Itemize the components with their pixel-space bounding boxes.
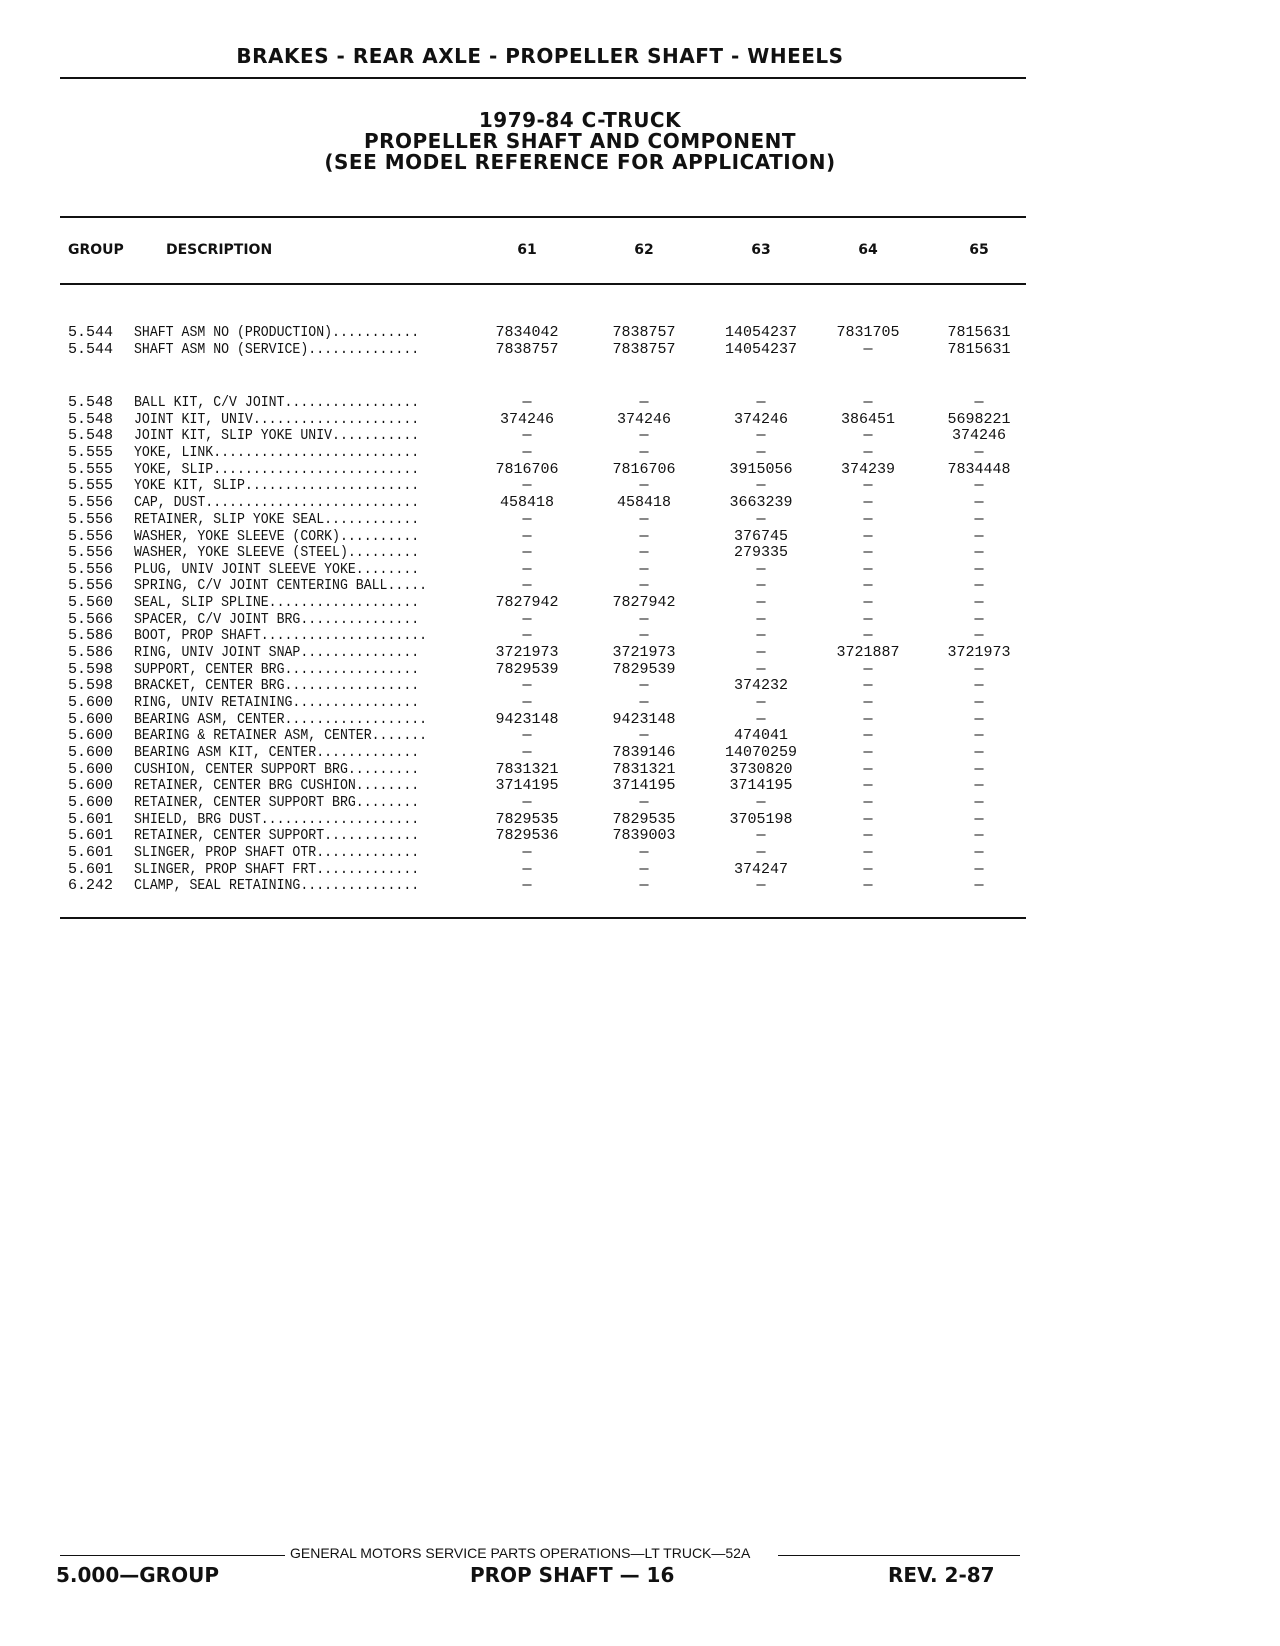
part-number-61: 3721973 xyxy=(495,644,559,661)
group-code: 5.600 xyxy=(68,744,114,761)
group-code: 5.544 xyxy=(68,324,114,341)
table-row xyxy=(0,711,1280,728)
part-number-64: — xyxy=(863,544,873,561)
part-number-62: 7831321 xyxy=(612,761,676,778)
table-row xyxy=(0,727,1280,744)
part-number-65: — xyxy=(974,794,984,811)
group-code: 5.600 xyxy=(68,777,114,794)
part-description: PLUG, UNIV JOINT SLEEVE YOKE........ xyxy=(134,561,420,578)
part-number-65: — xyxy=(974,577,984,594)
part-number-63: 279335 xyxy=(733,544,788,561)
part-number-63: — xyxy=(756,827,766,844)
part-number-64: — xyxy=(863,477,873,494)
group-code: 5.600 xyxy=(68,711,114,728)
part-description: SEAL, SLIP SPLINE................... xyxy=(134,594,420,611)
part-description: RING, UNIV RETAINING................ xyxy=(134,694,420,711)
part-number-64: — xyxy=(863,794,873,811)
part-description: BEARING ASM KIT, CENTER............. xyxy=(134,744,420,761)
part-number-64: — xyxy=(863,341,873,358)
part-description: SLINGER, PROP SHAFT FRT............. xyxy=(134,861,420,878)
part-number-64: — xyxy=(863,711,873,728)
part-number-64: — xyxy=(863,594,873,611)
group-code: 5.556 xyxy=(68,511,114,528)
table-row xyxy=(0,777,1280,794)
group-code: 5.556 xyxy=(68,494,114,511)
group-code: 5.601 xyxy=(68,844,114,861)
part-number-61: 3714195 xyxy=(495,777,559,794)
group-code: 5.586 xyxy=(68,627,114,644)
part-number-61: — xyxy=(522,611,532,628)
group-code: 5.600 xyxy=(68,727,114,744)
part-number-61: 7829535 xyxy=(495,811,559,828)
column-header-65: 65 xyxy=(969,242,989,258)
part-number-64: — xyxy=(863,427,873,444)
part-number-63: — xyxy=(756,577,766,594)
part-number-61: — xyxy=(522,627,532,644)
group-code: 5.555 xyxy=(68,477,114,494)
column-header-64: 64 xyxy=(858,242,878,258)
table-row xyxy=(0,694,1280,711)
part-number-62: — xyxy=(639,577,649,594)
part-number-64: 7831705 xyxy=(836,324,900,341)
part-number-64: — xyxy=(863,761,873,778)
part-description: SPRING, C/V JOINT CENTERING BALL..... xyxy=(134,577,428,594)
part-number-63: — xyxy=(756,711,766,728)
group-code: 5.544 xyxy=(68,341,114,358)
part-number-61: — xyxy=(522,694,532,711)
table-row xyxy=(0,444,1280,461)
footer-publisher-line xyxy=(60,1545,1020,1565)
part-description: SHAFT ASM NO (SERVICE).............. xyxy=(134,341,420,358)
part-number-64: — xyxy=(863,777,873,794)
group-code: 5.556 xyxy=(68,561,114,578)
part-number-61: — xyxy=(522,427,532,444)
group-code: 6.242 xyxy=(68,877,114,894)
group-code: 5.555 xyxy=(68,461,114,478)
column-header-63: 63 xyxy=(751,242,771,258)
part-number-61: 7827942 xyxy=(495,594,559,611)
part-number-64: — xyxy=(863,394,873,411)
table-row xyxy=(0,494,1280,511)
part-number-65: — xyxy=(974,877,984,894)
part-number-62: 3721973 xyxy=(612,644,676,661)
part-number-63: — xyxy=(756,594,766,611)
part-number-62: — xyxy=(639,794,649,811)
footer-publisher: GENERAL MOTORS SERVICE PARTS OPERATIONS—LT TRUCK—52A xyxy=(290,1545,751,1561)
part-number-61: — xyxy=(522,577,532,594)
table-row xyxy=(0,794,1280,811)
group-code: 5.556 xyxy=(68,544,114,561)
title-line-2: PROPELLER SHAFT AND COMPONENT xyxy=(363,129,797,153)
part-number-63: 374246 xyxy=(733,411,788,428)
table-row xyxy=(0,744,1280,761)
part-number-63: 3915056 xyxy=(729,461,793,478)
group-code: 5.601 xyxy=(68,811,114,828)
part-description: SLINGER, PROP SHAFT OTR............. xyxy=(134,844,420,861)
part-number-63: — xyxy=(756,561,766,578)
part-number-64: — xyxy=(863,694,873,711)
part-number-64: — xyxy=(863,744,873,761)
part-number-65: — xyxy=(974,861,984,878)
group-code: 5.548 xyxy=(68,394,114,411)
group-code: 5.560 xyxy=(68,594,114,611)
table-row xyxy=(0,627,1280,644)
title-line-1: 1979-84 C-TRUCK xyxy=(478,108,682,132)
footer-rule-right xyxy=(778,1555,1020,1556)
part-number-63: 3714195 xyxy=(729,777,793,794)
part-number-61: — xyxy=(522,444,532,461)
part-description: CAP, DUST........................... xyxy=(134,494,420,511)
part-number-65: — xyxy=(974,477,984,494)
part-number-63: — xyxy=(756,794,766,811)
part-description: RETAINER, CENTER SUPPORT BRG........ xyxy=(134,794,420,811)
part-number-63: — xyxy=(756,661,766,678)
part-description: RETAINER, CENTER SUPPORT............ xyxy=(134,827,420,844)
part-number-62: — xyxy=(639,477,649,494)
part-number-63: 374247 xyxy=(733,861,788,878)
part-number-64: 3721887 xyxy=(836,644,900,661)
part-number-63: 374232 xyxy=(733,677,788,694)
part-number-62: — xyxy=(639,727,649,744)
part-description: SHIELD, BRG DUST.................... xyxy=(134,811,420,828)
part-number-65: 7815631 xyxy=(947,324,1011,341)
part-description: RETAINER, CENTER BRG CUSHION........ xyxy=(134,777,420,794)
part-number-63: — xyxy=(756,394,766,411)
part-number-62: 9423148 xyxy=(612,711,676,728)
group-code: 5.600 xyxy=(68,694,114,711)
part-number-61: — xyxy=(522,544,532,561)
part-number-62: — xyxy=(639,528,649,545)
part-number-64: — xyxy=(863,677,873,694)
column-header-61: 61 xyxy=(517,242,537,258)
part-number-61: 374246 xyxy=(499,411,554,428)
part-number-61: — xyxy=(522,877,532,894)
table-row xyxy=(0,811,1280,828)
part-number-62: — xyxy=(639,561,649,578)
part-number-65: 3721973 xyxy=(947,644,1011,661)
group-code: 5.601 xyxy=(68,827,114,844)
part-number-64: — xyxy=(863,844,873,861)
part-number-65: — xyxy=(974,727,984,744)
table-row xyxy=(0,661,1280,678)
part-number-62: — xyxy=(639,427,649,444)
part-number-63: — xyxy=(756,477,766,494)
title-line-3: (SEE MODEL REFERENCE FOR APPLICATION) xyxy=(324,150,836,174)
part-number-64: 386451 xyxy=(840,411,895,428)
part-number-62: 7839003 xyxy=(612,827,676,844)
part-number-63: 376745 xyxy=(733,528,788,545)
part-number-62: 7838757 xyxy=(612,324,676,341)
part-number-63: 3730820 xyxy=(729,761,793,778)
part-description: CUSHION, CENTER SUPPORT BRG......... xyxy=(134,761,420,778)
part-number-61: — xyxy=(522,677,532,694)
part-number-65: — xyxy=(974,511,984,528)
part-number-62: — xyxy=(639,511,649,528)
part-number-65: — xyxy=(974,394,984,411)
part-number-61: 7829536 xyxy=(495,827,559,844)
part-number-64: 374239 xyxy=(840,461,895,478)
table-top-rule xyxy=(60,216,1026,218)
part-number-63: 14054237 xyxy=(724,324,797,341)
part-number-61: — xyxy=(522,794,532,811)
table-row xyxy=(0,861,1280,878)
page-title xyxy=(60,110,1100,173)
table-row xyxy=(0,411,1280,428)
part-number-61: — xyxy=(522,394,532,411)
part-number-64: — xyxy=(863,627,873,644)
part-number-61: 458418 xyxy=(499,494,554,511)
part-number-64: — xyxy=(863,511,873,528)
part-number-63: — xyxy=(756,511,766,528)
table-row xyxy=(0,511,1280,528)
part-description: SPACER, C/V JOINT BRG............... xyxy=(134,611,420,628)
table-header-rule xyxy=(60,283,1026,285)
part-number-65: — xyxy=(974,827,984,844)
part-number-65: — xyxy=(974,611,984,628)
part-number-62: — xyxy=(639,444,649,461)
part-number-64: — xyxy=(863,577,873,594)
part-number-62: — xyxy=(639,861,649,878)
part-description: YOKE, LINK.......................... xyxy=(134,444,420,461)
table-row xyxy=(0,877,1280,894)
part-number-61: — xyxy=(522,744,532,761)
table-row xyxy=(0,827,1280,844)
part-number-61: — xyxy=(522,727,532,744)
part-number-65: — xyxy=(974,627,984,644)
part-number-62: — xyxy=(639,394,649,411)
part-number-62: — xyxy=(639,627,649,644)
part-number-62: — xyxy=(639,677,649,694)
part-number-62: 7816706 xyxy=(612,461,676,478)
part-description: SHAFT ASM NO (PRODUCTION)........... xyxy=(134,324,420,341)
part-number-65: — xyxy=(974,761,984,778)
part-number-64: — xyxy=(863,827,873,844)
footer-revision: REV. 2-87 xyxy=(888,1563,995,1587)
part-number-63: — xyxy=(756,644,766,661)
part-number-62: — xyxy=(639,694,649,711)
part-number-62: 3714195 xyxy=(612,777,676,794)
part-number-64: — xyxy=(863,611,873,628)
part-description: YOKE, SLIP.......................... xyxy=(134,461,420,478)
part-number-65: — xyxy=(974,777,984,794)
part-description: WASHER, YOKE SLEEVE (CORK).......... xyxy=(134,528,420,545)
part-number-63: 3705198 xyxy=(729,811,793,828)
part-number-63: 14054237 xyxy=(724,341,797,358)
part-number-64: — xyxy=(863,811,873,828)
part-number-62: — xyxy=(639,844,649,861)
part-number-64: — xyxy=(863,861,873,878)
table-row xyxy=(0,477,1280,494)
table-row xyxy=(0,677,1280,694)
part-number-61: — xyxy=(522,561,532,578)
part-number-65: — xyxy=(974,694,984,711)
section-header: BRAKES - REAR AXLE - PROPELLER SHAFT - WHEELS xyxy=(236,44,844,68)
part-number-65: — xyxy=(974,544,984,561)
part-number-61: 7834042 xyxy=(495,324,559,341)
part-number-65: — xyxy=(974,494,984,511)
part-number-62: 7838757 xyxy=(612,341,676,358)
part-number-63: 14070259 xyxy=(724,744,797,761)
part-number-64: — xyxy=(863,661,873,678)
part-description: YOKE KIT, SLIP...................... xyxy=(134,477,420,494)
part-description: BEARING ASM, CENTER.................. xyxy=(134,711,428,728)
part-number-65: — xyxy=(974,844,984,861)
footer-page-label: PROP SHAFT — 16 xyxy=(470,1563,675,1587)
group-code: 5.600 xyxy=(68,794,114,811)
table-row xyxy=(0,461,1280,478)
footer-group-label: 5.000—GROUP xyxy=(56,1563,219,1587)
part-number-61: 7829539 xyxy=(495,661,559,678)
part-number-61: 7816706 xyxy=(495,461,559,478)
group-code: 5.598 xyxy=(68,661,114,678)
part-number-61: — xyxy=(522,844,532,861)
table-row xyxy=(0,427,1280,444)
part-number-65: — xyxy=(974,594,984,611)
group-code: 5.556 xyxy=(68,528,114,545)
group-code: 5.598 xyxy=(68,677,114,694)
part-number-63: — xyxy=(756,694,766,711)
part-number-64: — xyxy=(863,727,873,744)
part-description: SUPPORT, CENTER BRG................. xyxy=(134,661,420,678)
part-description: RETAINER, SLIP YOKE SEAL............ xyxy=(134,511,420,528)
part-description: JOINT KIT, UNIV..................... xyxy=(134,411,420,428)
table-row xyxy=(0,611,1280,628)
part-description: JOINT KIT, SLIP YOKE UNIV........... xyxy=(134,427,420,444)
part-number-65: — xyxy=(974,528,984,545)
part-number-64: — xyxy=(863,444,873,461)
table-bottom-rule xyxy=(60,917,1026,919)
table-row xyxy=(0,577,1280,594)
part-number-65: 7834448 xyxy=(947,461,1011,478)
part-number-65: — xyxy=(974,677,984,694)
part-number-63: 3663239 xyxy=(729,494,793,511)
part-number-61: 7838757 xyxy=(495,341,559,358)
table-row xyxy=(0,341,1280,358)
part-number-64: — xyxy=(863,877,873,894)
group-code: 5.600 xyxy=(68,761,114,778)
table-row xyxy=(0,324,1280,341)
part-description: BALL KIT, C/V JOINT................. xyxy=(134,394,420,411)
part-description: CLAMP, SEAL RETAINING............... xyxy=(134,877,420,894)
part-number-65: — xyxy=(974,561,984,578)
part-number-65: 5698221 xyxy=(947,411,1011,428)
group-code: 5.555 xyxy=(68,444,114,461)
group-code: 5.586 xyxy=(68,644,114,661)
part-number-65: — xyxy=(974,811,984,828)
group-code: 5.548 xyxy=(68,411,114,428)
part-number-65: — xyxy=(974,744,984,761)
part-number-62: 458418 xyxy=(616,494,671,511)
column-header-description: DESCRIPTION xyxy=(166,242,273,258)
part-number-62: 374246 xyxy=(616,411,671,428)
table-row xyxy=(0,544,1280,561)
part-number-61: 9423148 xyxy=(495,711,559,728)
part-number-62: — xyxy=(639,544,649,561)
part-number-61: 7831321 xyxy=(495,761,559,778)
part-description: BOOT, PROP SHAFT..................... xyxy=(134,627,428,644)
part-number-63: 474041 xyxy=(733,727,788,744)
part-number-62: 7839146 xyxy=(612,744,676,761)
part-number-63: — xyxy=(756,444,766,461)
column-header-group: GROUP xyxy=(68,242,124,258)
table-row xyxy=(0,394,1280,411)
part-number-61: — xyxy=(522,477,532,494)
part-description: WASHER, YOKE SLEEVE (STEEL)......... xyxy=(134,544,420,561)
group-code: 5.566 xyxy=(68,611,114,628)
part-number-63: — xyxy=(756,877,766,894)
part-number-65: — xyxy=(974,444,984,461)
part-number-62: 7829535 xyxy=(612,811,676,828)
part-number-63: — xyxy=(756,611,766,628)
table-row xyxy=(0,844,1280,861)
part-number-64: — xyxy=(863,494,873,511)
part-description: RING, UNIV JOINT SNAP............... xyxy=(134,644,420,661)
group-code: 5.548 xyxy=(68,427,114,444)
part-number-64: — xyxy=(863,561,873,578)
part-description: BRACKET, CENTER BRG................. xyxy=(134,677,420,694)
header-rule xyxy=(60,77,1026,79)
part-number-65: 374246 xyxy=(951,427,1006,444)
part-number-61: — xyxy=(522,511,532,528)
group-code: 5.601 xyxy=(68,861,114,878)
table-row xyxy=(0,594,1280,611)
part-number-62: 7829539 xyxy=(612,661,676,678)
part-number-63: — xyxy=(756,627,766,644)
part-number-61: — xyxy=(522,528,532,545)
part-number-65: — xyxy=(974,711,984,728)
footer-rule-left xyxy=(60,1555,285,1556)
table-row xyxy=(0,761,1280,778)
part-number-65: 7815631 xyxy=(947,341,1011,358)
part-number-64: — xyxy=(863,528,873,545)
part-number-62: — xyxy=(639,611,649,628)
table-row xyxy=(0,561,1280,578)
table-row xyxy=(0,528,1280,545)
table-row xyxy=(0,644,1280,661)
part-number-65: — xyxy=(974,661,984,678)
part-number-63: — xyxy=(756,844,766,861)
part-number-62: 7827942 xyxy=(612,594,676,611)
part-description: BEARING & RETAINER ASM, CENTER....... xyxy=(134,727,428,744)
part-number-62: — xyxy=(639,877,649,894)
group-code: 5.556 xyxy=(68,577,114,594)
part-number-61: — xyxy=(522,861,532,878)
part-number-63: — xyxy=(756,427,766,444)
column-header-62: 62 xyxy=(634,242,654,258)
